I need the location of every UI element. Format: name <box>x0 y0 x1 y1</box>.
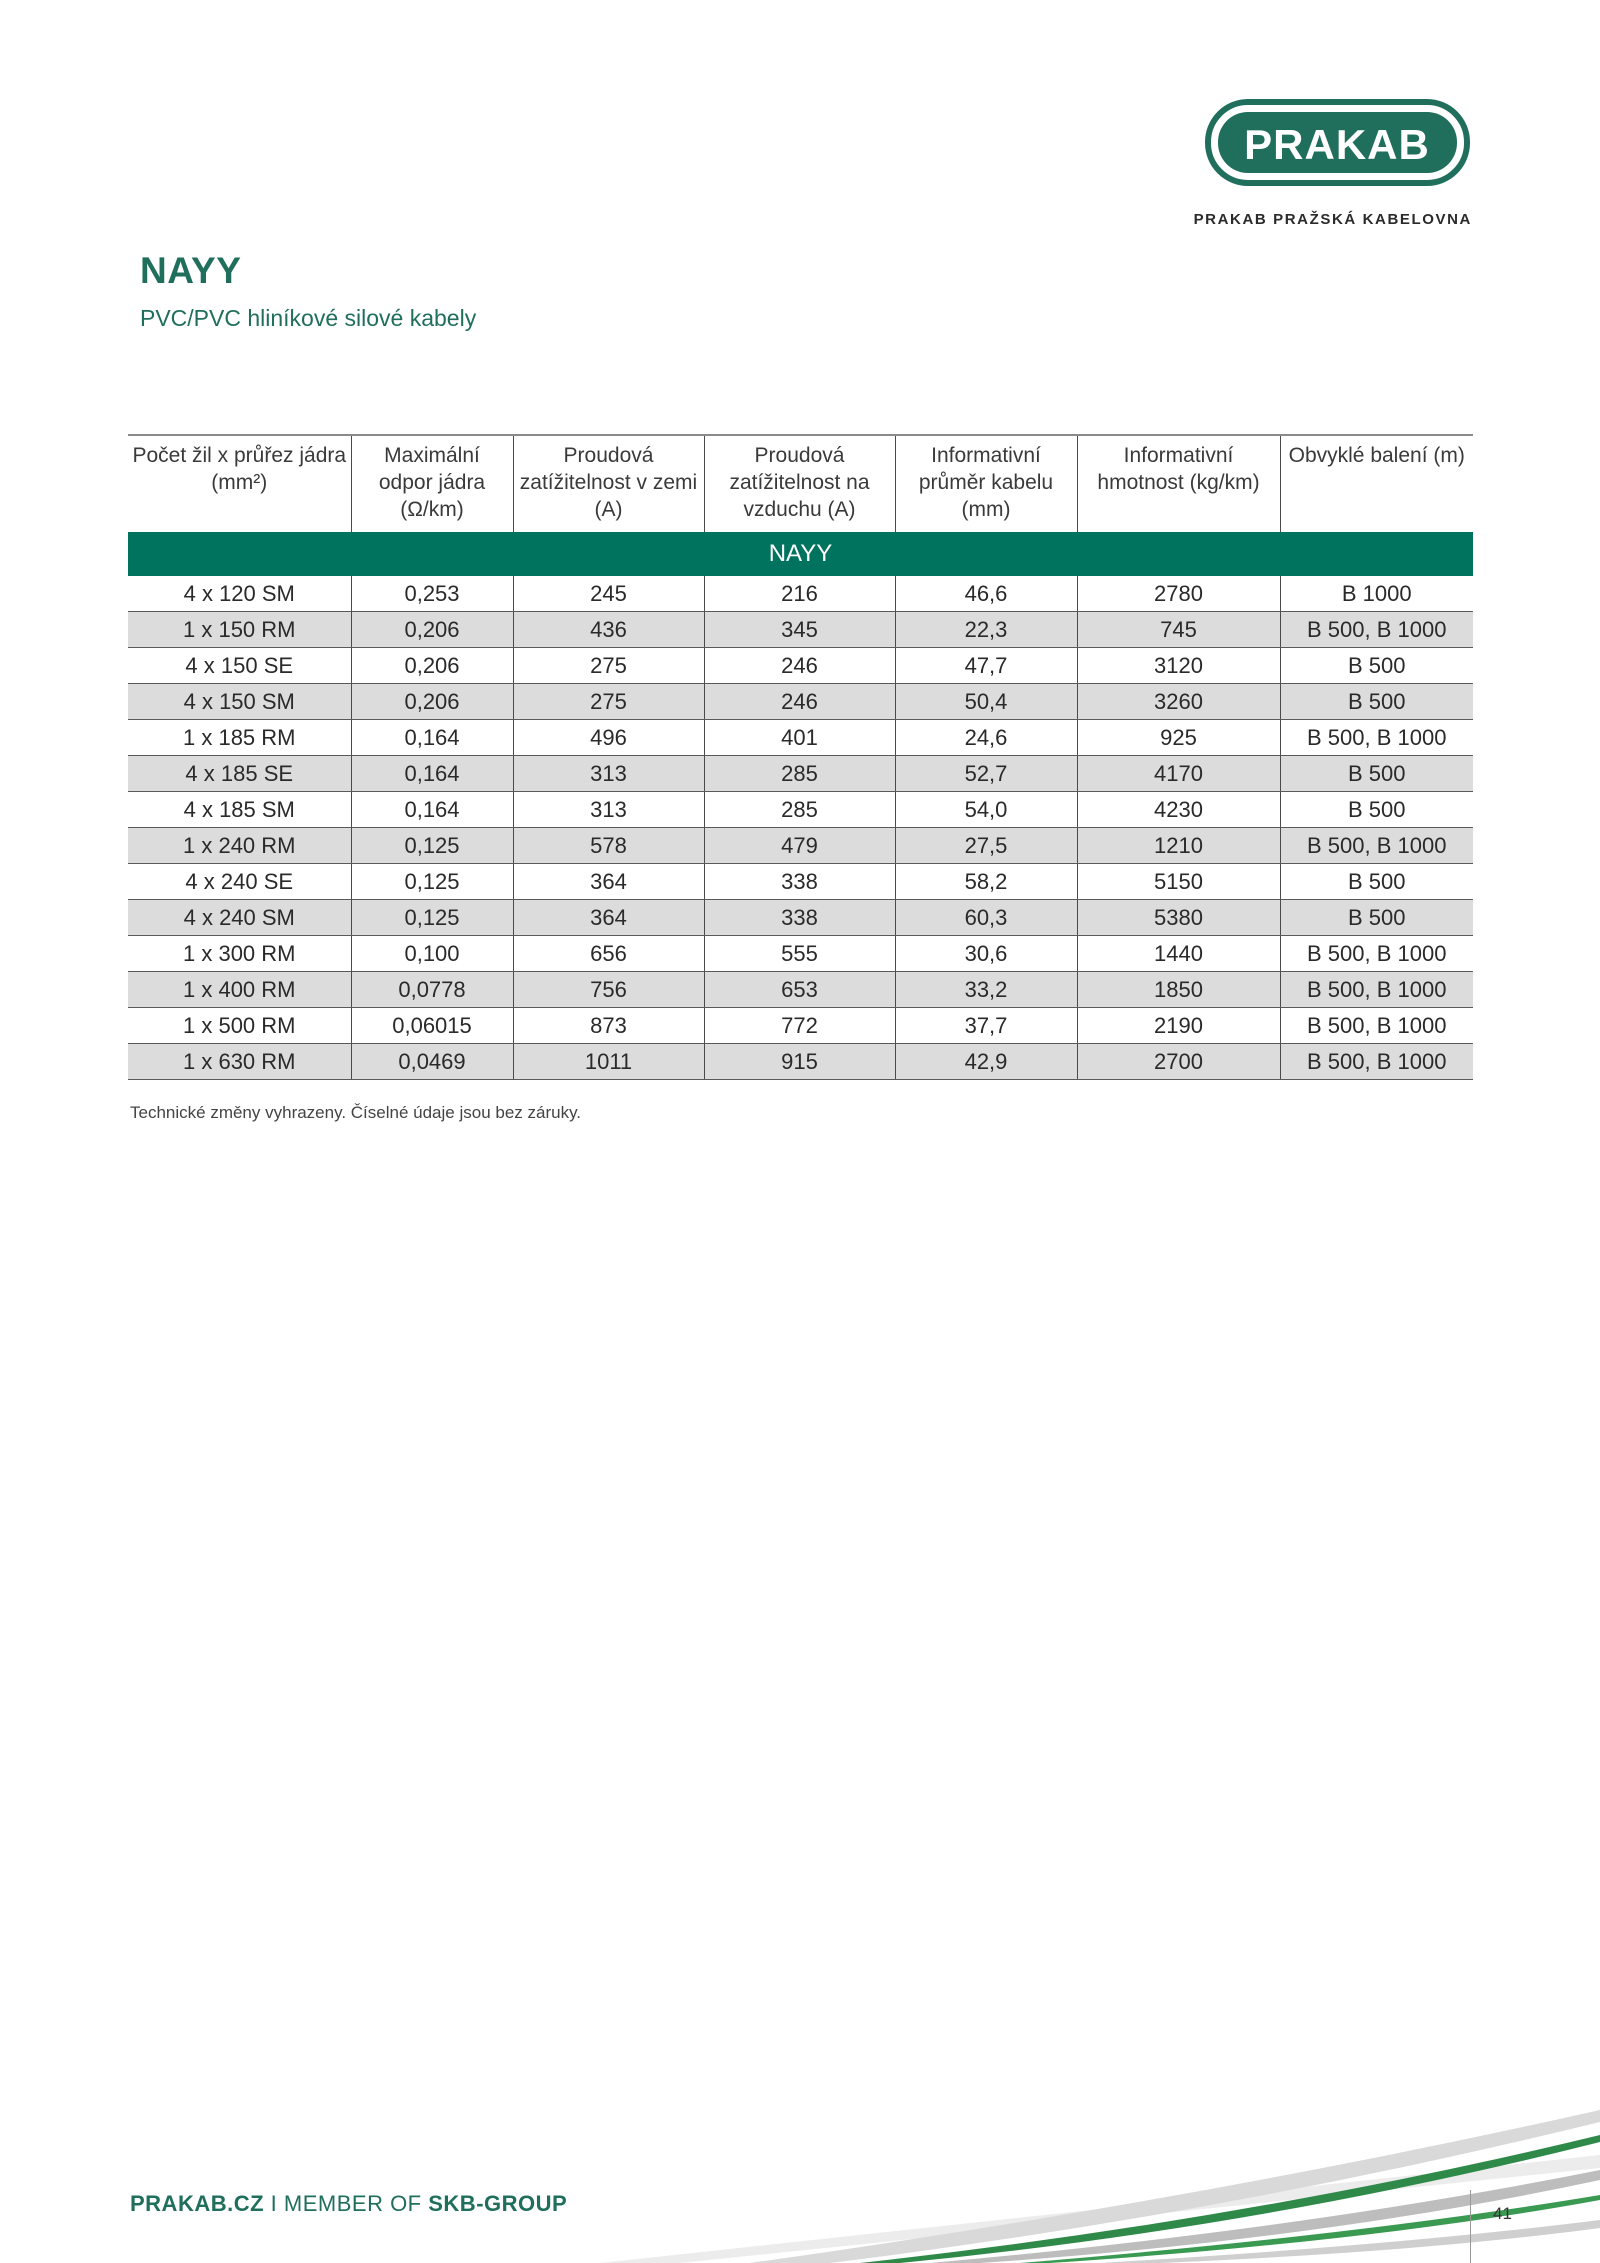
cell-current-ground: 364 <box>513 864 704 900</box>
cell-current-ground: 313 <box>513 756 704 792</box>
header-packaging: Obvyklé balení (m) <box>1280 435 1473 532</box>
cell-cores: 1 x 300 RM <box>128 936 351 972</box>
table-row <box>128 828 1473 864</box>
cell-cores: 4 x 240 SE <box>128 864 351 900</box>
table-row <box>128 1008 1473 1044</box>
disclaimer-note: Technické změny vyhrazeny. Číselné údaje jsou bez záruky. <box>130 1103 582 1122</box>
cell-weight: 1440 <box>1077 936 1280 972</box>
cell-resistance: 0,206 <box>351 684 513 720</box>
cell-resistance: 0,100 <box>351 936 513 972</box>
cell-cores: 4 x 185 SM <box>128 792 351 828</box>
cell-resistance: 0,206 <box>351 648 513 684</box>
cell-packaging: B 500, B 1000 <box>1280 972 1473 1008</box>
cell-current-air: 338 <box>704 864 895 900</box>
table-row <box>128 900 1473 936</box>
table-row <box>128 792 1473 828</box>
cell-current-ground: 496 <box>513 720 704 756</box>
cell-current-air: 216 <box>704 576 895 612</box>
cell-diameter: 42,9 <box>895 1044 1077 1080</box>
cell-packaging: B 500, B 1000 <box>1280 828 1473 864</box>
table-row <box>128 972 1473 1008</box>
cell-current-air: 915 <box>704 1044 895 1080</box>
cell-packaging: B 500, B 1000 <box>1280 612 1473 648</box>
cell-diameter: 54,0 <box>895 792 1077 828</box>
cell-current-ground: 578 <box>513 828 704 864</box>
cell-current-ground: 364 <box>513 900 704 936</box>
cell-weight: 925 <box>1077 720 1280 756</box>
brand-caption: PRAKAB PRAŽSKÁ KABELOVNA <box>1193 211 1472 228</box>
section-row <box>128 532 1473 576</box>
cell-cores: 4 x 120 SM <box>128 576 351 612</box>
cell-resistance: 0,164 <box>351 720 513 756</box>
cell-current-air: 555 <box>704 936 895 972</box>
cell-cores: 1 x 630 RM <box>128 1044 351 1080</box>
cell-current-ground: 656 <box>513 936 704 972</box>
cell-packaging: B 500 <box>1280 864 1473 900</box>
cell-current-air: 285 <box>704 756 895 792</box>
table-row <box>128 756 1473 792</box>
logo-text: PRAKAB <box>1244 121 1430 168</box>
cell-current-air: 285 <box>704 792 895 828</box>
table-row <box>128 1044 1473 1080</box>
cell-packaging: B 500, B 1000 <box>1280 1044 1473 1080</box>
cell-cores: 1 x 500 RM <box>128 1008 351 1044</box>
cell-diameter: 37,7 <box>895 1008 1077 1044</box>
cell-resistance: 0,06015 <box>351 1008 513 1044</box>
cell-diameter: 27,5 <box>895 828 1077 864</box>
cell-current-ground: 275 <box>513 648 704 684</box>
table-row <box>128 648 1473 684</box>
cell-cores: 1 x 185 RM <box>128 720 351 756</box>
table-row <box>128 576 1473 612</box>
cell-resistance: 0,125 <box>351 828 513 864</box>
cell-cores: 4 x 240 SM <box>128 900 351 936</box>
header-weight: Informativní hmotnost (kg/km) <box>1077 435 1280 532</box>
prakab-logo <box>1205 99 1470 186</box>
cell-weight: 2780 <box>1077 576 1280 612</box>
cell-cores: 1 x 240 RM <box>128 828 351 864</box>
cell-weight: 745 <box>1077 612 1280 648</box>
cell-weight: 1210 <box>1077 828 1280 864</box>
cell-diameter: 46,6 <box>895 576 1077 612</box>
cell-diameter: 60,3 <box>895 900 1077 936</box>
cell-current-ground: 1011 <box>513 1044 704 1080</box>
cell-current-air: 246 <box>704 684 895 720</box>
header-diameter: Informativní průměr kabelu (mm) <box>895 435 1077 532</box>
cell-resistance: 0,0469 <box>351 1044 513 1080</box>
page-subtitle: PVC/PVC hliníkové silové kabely <box>140 305 477 331</box>
cell-cores: 4 x 185 SE <box>128 756 351 792</box>
cell-weight: 4230 <box>1077 792 1280 828</box>
cell-weight: 5150 <box>1077 864 1280 900</box>
cell-current-air: 246 <box>704 648 895 684</box>
cell-cores: 1 x 150 RM <box>128 612 351 648</box>
cell-weight: 3260 <box>1077 684 1280 720</box>
cell-weight: 5380 <box>1077 900 1280 936</box>
cell-packaging: B 500 <box>1280 684 1473 720</box>
cell-diameter: 33,2 <box>895 972 1077 1008</box>
cell-resistance: 0,0778 <box>351 972 513 1008</box>
cell-cores: 4 x 150 SM <box>128 684 351 720</box>
cell-current-air: 345 <box>704 612 895 648</box>
cell-diameter: 30,6 <box>895 936 1077 972</box>
cell-diameter: 22,3 <box>895 612 1077 648</box>
cell-current-ground: 756 <box>513 972 704 1008</box>
cell-current-air: 772 <box>704 1008 895 1044</box>
cell-resistance: 0,253 <box>351 576 513 612</box>
header-cores-cross-section: Počet žil x průřez jádra (mm²) <box>128 435 351 532</box>
cell-current-air: 479 <box>704 828 895 864</box>
cell-current-ground: 245 <box>513 576 704 612</box>
cell-packaging: B 500 <box>1280 900 1473 936</box>
cell-current-air: 653 <box>704 972 895 1008</box>
footer-site-link[interactable]: PRAKAB.CZ <box>130 2191 265 2216</box>
cell-resistance: 0,206 <box>351 612 513 648</box>
footer-group: SKB-GROUP <box>428 2191 568 2216</box>
page-title: NAYY <box>140 250 242 291</box>
cell-current-ground: 275 <box>513 684 704 720</box>
cell-current-air: 338 <box>704 900 895 936</box>
header-current-air: Proudová zatížitelnost na vzduchu (A) <box>704 435 895 532</box>
page-number: 41 <box>1493 2204 1512 2223</box>
cell-diameter: 52,7 <box>895 756 1077 792</box>
cable-swoosh-decoration <box>600 2050 1600 2263</box>
cell-weight: 2700 <box>1077 1044 1280 1080</box>
cell-packaging: B 500 <box>1280 648 1473 684</box>
cell-weight: 1850 <box>1077 972 1280 1008</box>
cable-spec-table <box>128 434 1473 1080</box>
cell-diameter: 47,7 <box>895 648 1077 684</box>
section-label: NAYY <box>128 532 1473 576</box>
table-row <box>128 720 1473 756</box>
footer-separator: I MEMBER OF <box>264 2191 429 2216</box>
cell-cores: 4 x 150 SE <box>128 648 351 684</box>
cell-packaging: B 1000 <box>1280 576 1473 612</box>
cell-current-ground: 873 <box>513 1008 704 1044</box>
cell-packaging: B 500, B 1000 <box>1280 1008 1473 1044</box>
cell-current-air: 401 <box>704 720 895 756</box>
cell-packaging: B 500, B 1000 <box>1280 936 1473 972</box>
table-header-row <box>128 435 1473 532</box>
page-number-divider <box>1470 2190 1471 2263</box>
header-current-ground: Proudová zatížitelnost v zemi (A) <box>513 435 704 532</box>
cell-diameter: 24,6 <box>895 720 1077 756</box>
footer-brand <box>130 2191 567 2217</box>
cell-diameter: 58,2 <box>895 864 1077 900</box>
cell-weight: 3120 <box>1077 648 1280 684</box>
cell-current-ground: 313 <box>513 792 704 828</box>
cell-resistance: 0,164 <box>351 756 513 792</box>
table-row <box>128 864 1473 900</box>
cell-resistance: 0,125 <box>351 864 513 900</box>
cell-diameter: 50,4 <box>895 684 1077 720</box>
cell-cores: 1 x 400 RM <box>128 972 351 1008</box>
cell-resistance: 0,164 <box>351 792 513 828</box>
table-row <box>128 612 1473 648</box>
cell-current-ground: 436 <box>513 612 704 648</box>
cell-packaging: B 500 <box>1280 756 1473 792</box>
table-row <box>128 936 1473 972</box>
cell-weight: 2190 <box>1077 1008 1280 1044</box>
table-row <box>128 684 1473 720</box>
cell-packaging: B 500, B 1000 <box>1280 720 1473 756</box>
cell-weight: 4170 <box>1077 756 1280 792</box>
header-max-resistance: Maximální odpor jádra (Ω/km) <box>351 435 513 532</box>
cell-packaging: B 500 <box>1280 792 1473 828</box>
cell-resistance: 0,125 <box>351 900 513 936</box>
